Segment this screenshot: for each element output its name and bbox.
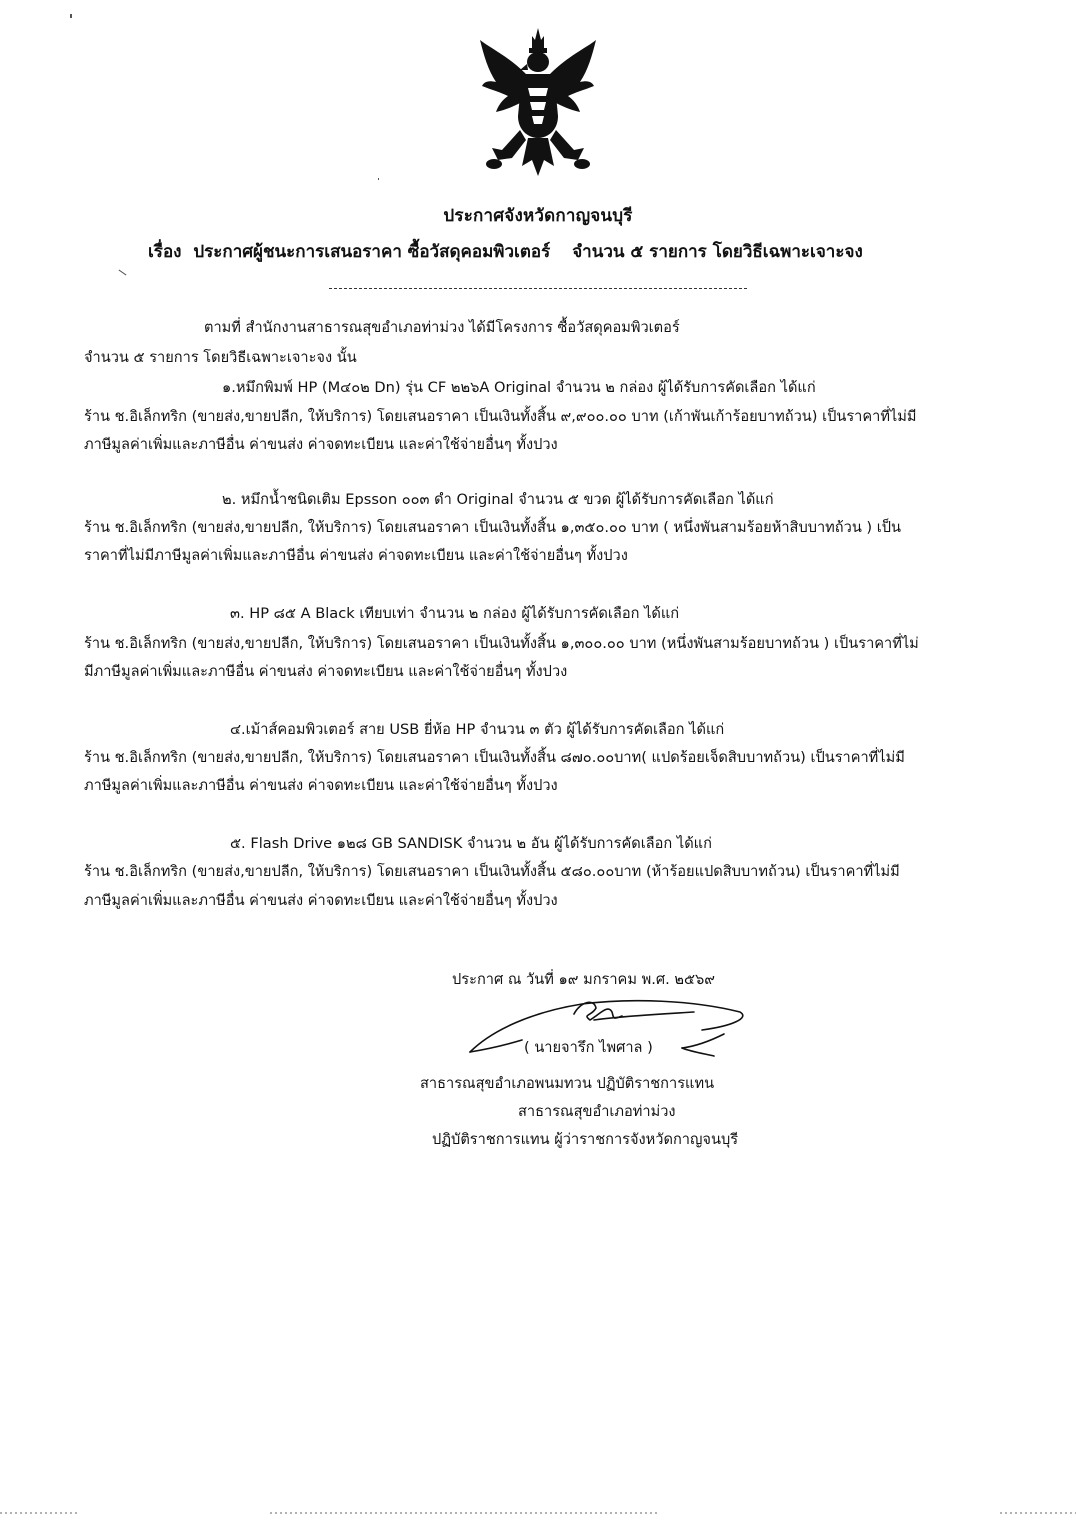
intro-line-2: จำนวน ๕ รายการ โดยวิธีเฉพาะเจาะจง นั้น — [84, 349, 357, 366]
item-5-line-1: ๕. Flash Drive ๑๒๘ GB SANDISK จำนวน ๒ อัน ผู้ได้รับการคัดเลือก ได้แก่ — [230, 835, 712, 852]
scan-speck — [378, 178, 379, 180]
announcement-title: ประกาศจังหวัดกาญจนบุรี — [443, 206, 633, 226]
item-2-line-3: ราคาที่ไม่มีภาษีมูลค่าเพิ่มและภาษีอื่น ค่าขนส่ง ค่าจดทะเบียน และค่าใช้จ่ายอื่นๆ ทั้งปวง — [84, 547, 628, 564]
item-1-line-3: ภาษีมูลค่าเพิ่มและภาษีอื่น ค่าขนส่ง ค่าจดทะเบียน และค่าใช้จ่ายอื่นๆ ทั้งปวง — [84, 436, 558, 453]
item-1-line-2: ร้าน ช.อิเล็กทริก (ขายส่ง,ขายปลีก, ให้บริการ) โดยเสนอราคา เป็นเงินทั้งสิ้น ๙,๙๐๐.๐๐ บาท (เก้าพันเก้าร้อยบาทถ้วน) เป็นราคาที่ไม่มี — [84, 408, 917, 425]
item-2-line-2: ร้าน ช.อิเล็กทริก (ขายส่ง,ขายปลีก, ให้บริการ) โดยเสนอราคา เป็นเงินทั้งสิ้น ๑,๓๕๐.๐๐ บาท ( หนึ่งพันสามร้อยห้าสิบบาทถ้วน ) เป็น — [84, 519, 901, 536]
date-line: ประกาศ ณ วันที่ ๑๙ มกราคม พ.ศ. ๒๕๖๙ — [452, 971, 716, 988]
subject-label: เรื่อง — [148, 242, 182, 262]
signer-position-1: สาธารณสุขอำเภอพนมทวน ปฏิบัติราชการแทน — [420, 1075, 715, 1092]
item-5-line-3: ภาษีมูลค่าเพิ่มและภาษีอื่น ค่าขนส่ง ค่าจดทะเบียน และค่าใช้จ่ายอื่นๆ ทั้งปวง — [84, 892, 558, 909]
item-4-line-3: ภาษีมูลค่าเพิ่มและภาษีอื่น ค่าขนส่ง ค่าจดทะเบียน และค่าใช้จ่ายอื่นๆ ทั้งปวง — [84, 777, 558, 794]
item-4-line-1: ๔.เม้าส์คอมพิวเตอร์ สาย USB ยี่ห้อ HP จำนวน ๓ ตัว ผู้ได้รับการคัดเลือก ได้แก่ — [230, 721, 725, 738]
item-3-line-1: ๓. HP ๘๕ A Black เทียบเท่า จำนวน ๒ กล่อง ผู้ได้รับการคัดเลือก ได้แก่ — [230, 605, 680, 622]
title-divider — [329, 288, 747, 289]
scan-speck — [70, 14, 72, 18]
item-3-line-3: มีภาษีมูลค่าเพิ่มและภาษีอื่น ค่าขนส่ง ค่าจดทะเบียน และค่าใช้จ่ายอื่นๆ ทั้งปวง — [84, 663, 568, 680]
item-3-line-2: ร้าน ช.อิเล็กทริก (ขายส่ง,ขายปลีก, ให้บริการ) โดยเสนอราคา เป็นเงินทั้งสิ้น ๑,๓๐๐.๐๐ บาท (หนึ่งพันสามร้อยบาทถ้วน ) เป็นราคาที่ไม่ — [84, 635, 919, 652]
subject-part1: ประกาศผู้ชนะการเสนอราคา ซื้อวัสดุคอมพิวเตอร์ — [193, 242, 551, 262]
signer-name: ( นายจารึก ไพศาล ) — [524, 1039, 653, 1056]
intro-line-1: ตามที่ สำนักงานสาธารณสุขอำเภอท่าม่วง ได้มีโครงการ ซื้อวัสดุคอมพิวเตอร์ — [204, 319, 680, 336]
announcement-subject — [148, 238, 948, 265]
item-4-line-2: ร้าน ช.อิเล็กทริก (ขายส่ง,ขายปลีก, ให้บริการ) โดยเสนอราคา เป็นเงินทั้งสิ้น ๘๗๐.๐๐บาท( แปดร้อยเจ็ดสิบบาทถ้วน) เป็นราคาที่ไม่มี — [84, 749, 905, 766]
item-1-line-1: ๑.หมึกพิมพ์ HP (M๔๐๒ Dn) รุ่น CF ๒๒๖A Original จำนวน ๒ กล่อง ผู้ได้รับการคัดเลือก ได้แก่ — [222, 379, 816, 396]
garuda-emblem-icon — [478, 26, 598, 178]
scan-footer-noise — [0, 1510, 1076, 1516]
subject-part2: จำนวน ๕ รายการ โดยวิธีเฉพาะเจาะจง — [572, 242, 863, 262]
scan-speck — [119, 270, 127, 276]
signer-position-2: สาธารณสุขอำเภอท่าม่วง — [518, 1103, 676, 1120]
item-2-line-1: ๒. หมึกน้ำชนิดเติม Epsson ๐๐๓ ดำ Original จำนวน ๕ ขวด ผู้ได้รับการคัดเลือก ได้แก่ — [222, 491, 774, 508]
signer-position-3: ปฏิบัติราชการแทน ผู้ว่าราชการจังหวัดกาญจนบุรี — [432, 1131, 739, 1148]
item-5-line-2: ร้าน ช.อิเล็กทริก (ขายส่ง,ขายปลีก, ให้บริการ) โดยเสนอราคา เป็นเงินทั้งสิ้น ๕๘๐.๐๐บาท (ห้าร้อยแปดสิบบาทถ้วน) เป็นราคาที่ไม่มี — [84, 863, 900, 880]
